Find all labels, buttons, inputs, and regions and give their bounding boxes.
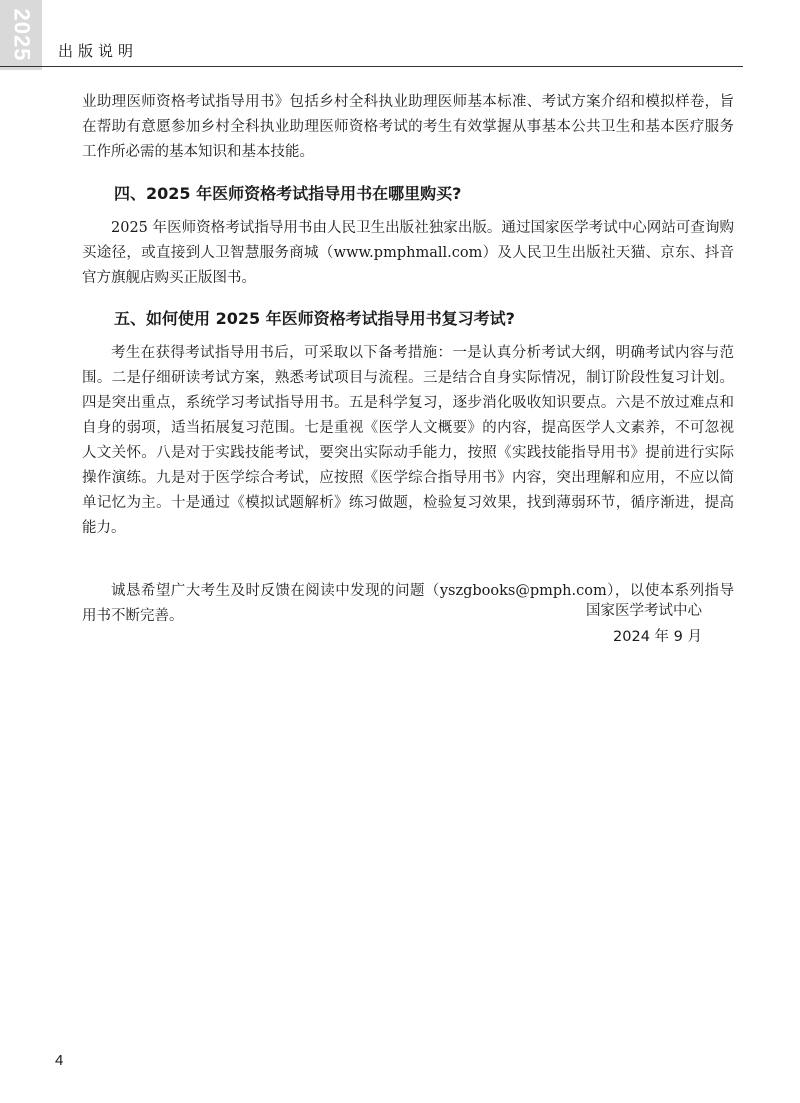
running-head: 出版说明	[58, 42, 139, 60]
section-heading-5: 五、如何使用 2025 年医师资格考试指导用书复习考试?	[114, 309, 515, 328]
year-tab-label: 2025	[9, 8, 35, 62]
year-tab	[0, 0, 42, 70]
section-heading-4: 四、2025 年医师资格考试指导用书在哪里购买?	[114, 184, 462, 203]
signature-organization: 国家医学考试中心	[586, 603, 702, 619]
intro-paragraph: 业助理医师资格考试指导用书》包括乡村全科执业助理医师基本标准、考试方案介绍和模拟样卷，旨在帮助有意愿参加乡村全科执业助理医师资格考试的考生有效掌握从事基本公共卫生和基本医疗服务工作所必需的基本知识和基本技能。	[82, 94, 734, 160]
page-body	[82, 90, 734, 629]
closing-paragraph: 诚恳希望广大考生及时反馈在阅读中发现的问题（yszgbooks@pmph.com），以使本系列指导用书不断完善。	[82, 583, 734, 624]
section-4-paragraph: 2025 年医师资格考试指导用书由人民卫生出版社独家出版。通过国家医学考试中心网站可查询购买途径，或直接到人卫智慧服务商城（www.pmphmall.com）及人民卫生出版社天猫、京东、抖音官方旗舰店购买正版图书。	[82, 220, 734, 286]
signature-block	[586, 598, 702, 650]
section-5-paragraph: 考生在获得考试指导用书后，可采取以下备考措施：一是认真分析考试大纲，明确考试内容与范围。二是仔细研读考试方案，熟悉考试项目与流程。三是结合自身实际情况，制订阶段性复习计划。四是突出重点，系统学习考试指导用书。五是科学复习，逐步消化吸收知识要点。六是不放过难点和自身的弱项，适当拓展复习范围。七是重视《医学人文概要》的内容，提高医学人文素养，不可忽视人文关怀。八是对于实践技能考试，要突出实际动手能力，按照《实践技能指导用书》提前进行实际操作演练。九是对于医学综合考试，应按照《医学综合指导用书》内容，突出理解和应用，不应以简单记忆为主。十是通过《模拟试题解析》练习做题，检验复习效果，找到薄弱环节，循序渐进，提高能力。	[82, 345, 734, 536]
signature-date: 2024 年 9 月	[613, 629, 702, 645]
page-number: 4	[55, 1052, 64, 1069]
header-divider	[0, 66, 743, 67]
